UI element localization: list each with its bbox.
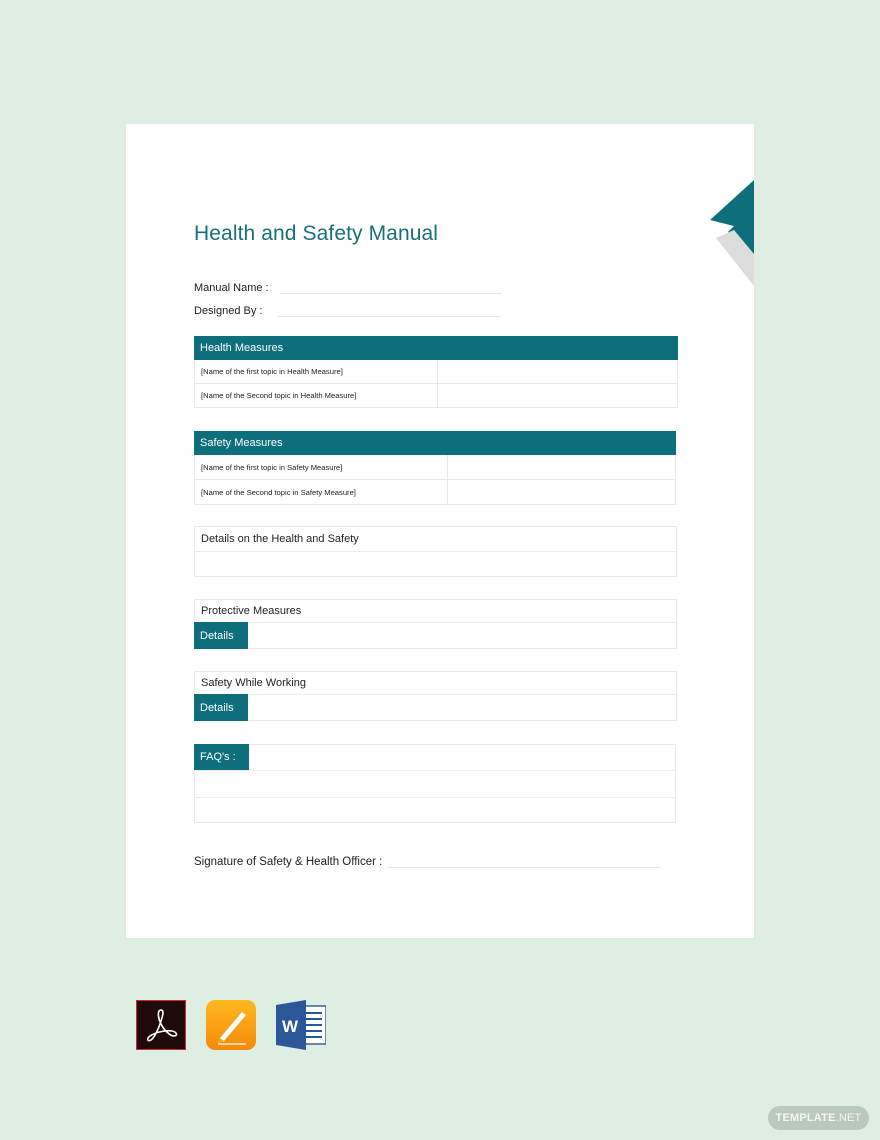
faqs-chip: FAQ's : xyxy=(194,744,249,770)
health-topic-2-value[interactable] xyxy=(438,384,677,407)
safety-topic-2: [Name of the Second topic in Safety Measure] xyxy=(195,480,448,504)
details-section-body[interactable] xyxy=(195,552,676,576)
health-topic-1: [Name of the first topic in Health Measure] xyxy=(195,360,438,383)
faqs-section xyxy=(194,744,676,823)
manual-name-field xyxy=(194,281,502,294)
safety-measures-table xyxy=(194,431,676,505)
format-icons xyxy=(136,1000,326,1050)
adobe-pdf-icon[interactable] xyxy=(136,1000,186,1050)
badge-label-light: .NET xyxy=(835,1112,862,1124)
document-page xyxy=(126,124,754,938)
protective-measures-section xyxy=(194,599,677,649)
document-title: Health and Safety Manual xyxy=(194,222,439,245)
health-measures-header: Health Measures xyxy=(194,336,678,360)
manual-name-input[interactable] xyxy=(280,281,502,294)
health-measures-table xyxy=(194,336,678,408)
manual-name-label: Manual Name : xyxy=(194,282,269,294)
corner-decoration-icon xyxy=(710,180,754,286)
signature-label: Signature of Safety & Health Officer : xyxy=(194,856,383,868)
health-topic-2: [Name of the Second topic in Health Measure] xyxy=(195,384,438,407)
faqs-header-row xyxy=(195,745,675,770)
signature-input[interactable] xyxy=(388,854,660,868)
protective-details-chip: Details xyxy=(194,622,248,649)
designed-by-label: Designed By : xyxy=(194,305,263,317)
safety-topic-1-value[interactable] xyxy=(448,455,675,479)
details-section-title: Details on the Health and Safety xyxy=(195,527,676,552)
table-row xyxy=(194,455,676,480)
template-net-badge[interactable] xyxy=(768,1106,869,1130)
faq-row-2[interactable] xyxy=(195,797,675,824)
health-topic-1-value[interactable] xyxy=(438,360,677,383)
safety-while-working-body[interactable] xyxy=(195,695,676,721)
safety-measures-header: Safety Measures xyxy=(194,431,676,455)
svg-text:W: W xyxy=(281,1017,299,1036)
protective-measures-title: Protective Measures xyxy=(195,600,676,623)
safety-topic-1: [Name of the first topic in Safety Measure] xyxy=(195,455,448,479)
faq-row-1[interactable] xyxy=(195,770,675,797)
table-row xyxy=(194,480,676,505)
badge-label-bold: TEMPLATE xyxy=(775,1112,836,1124)
designed-by-field xyxy=(194,304,500,317)
safety-topic-2-value[interactable] xyxy=(448,480,675,504)
details-section xyxy=(194,526,677,577)
safety-details-chip: Details xyxy=(194,694,248,721)
table-row xyxy=(194,360,678,384)
safety-while-working-section xyxy=(194,671,677,721)
safety-while-working-title: Safety While Working xyxy=(195,672,676,695)
signature-field xyxy=(194,854,660,868)
designed-by-input[interactable] xyxy=(278,304,500,317)
ms-word-icon[interactable] xyxy=(276,1000,326,1050)
protective-measures-body[interactable] xyxy=(195,623,676,649)
apple-pages-icon[interactable] xyxy=(206,1000,256,1050)
table-row xyxy=(194,384,678,408)
